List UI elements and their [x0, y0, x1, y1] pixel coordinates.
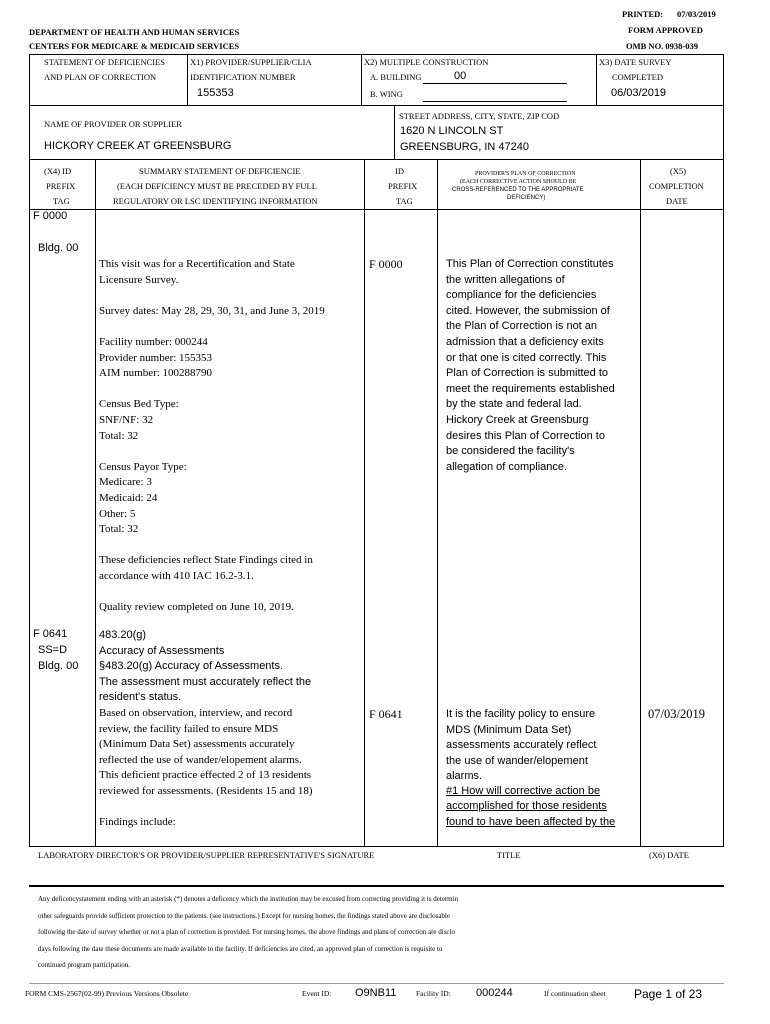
summary-header: SUMMARY STATEMENT OF DEFICIENCIE: [139, 166, 301, 176]
building-value: 00: [454, 70, 467, 82]
rule: [29, 983, 724, 984]
rule: [29, 885, 724, 887]
x4-tag-header: TAG: [53, 196, 70, 206]
rule: [640, 159, 641, 846]
page-number: Page 1 of 23: [634, 987, 703, 1001]
address-street: 1620 N LINCOLN ST: [400, 125, 504, 137]
building-tag: Bldg. 00: [38, 660, 79, 672]
rule: [29, 105, 724, 106]
rule: [29, 846, 724, 847]
poc-question: #1 How will corrective action be: [446, 785, 601, 797]
construction-label: X2) MULTIPLE CONSTRUCTION: [364, 57, 489, 67]
signature-label: LABORATORY DIRECTOR'S OR PROVIDER/SUPPLIER REPRESENTATIVE'S SIGNATURE: [38, 850, 375, 860]
rule: [364, 159, 365, 846]
rule: [29, 54, 724, 55]
omb-number: OMB NO. 0938-039: [626, 41, 699, 51]
facility-id: 000244: [476, 987, 513, 999]
completion-header: COMPLETION: [649, 181, 704, 191]
scope-severity: SS=D: [38, 644, 68, 656]
provider-name-label: NAME OF PROVIDER OR SUPPLIER: [44, 119, 182, 129]
address-city: GREENSBURG, IN 47240: [400, 141, 529, 153]
date-header: DATE: [666, 196, 688, 206]
poc-question-3: found to have been affected by the: [446, 816, 616, 828]
printed-date: 07/03/2019: [677, 9, 716, 19]
provider-id-label-2: IDENTIFICATION NUMBER: [190, 72, 296, 82]
form-approved: FORM APPROVED: [628, 25, 703, 35]
wing-underline: [423, 101, 567, 102]
poc-tag: F 0000: [369, 257, 403, 271]
statement-label: STATEMENT OF DEFICIENCIES: [44, 57, 166, 67]
provider-name: HICKORY CREEK AT GREENSBURG: [44, 140, 232, 152]
completion-date: 07/03/2019: [648, 707, 705, 721]
poc-header-2: (EACH CORRECTIVE ACTION SHOULD BE: [460, 179, 577, 185]
rule: [29, 159, 724, 160]
rule: [95, 159, 96, 846]
summary-header-3: REGULATORY OR LSC IDENTIFYING INFORMATION: [113, 196, 318, 206]
building-tag: Bldg. 00: [38, 242, 79, 254]
completed-label: COMPLETED: [612, 72, 663, 82]
x6-date-label: (X6) DATE: [649, 850, 689, 860]
address-label: STREET ADDRESS, CITY, STATE, ZIP COD: [399, 111, 560, 121]
printed-label: PRINTED:: [622, 9, 664, 19]
survey-summary: This visit was for a Recertification and State Licensure Survey. Survey dates: May 28, 29, 30, 31, and June 3, 2019 Facility number: 000244 Provider number: 155353 AIM number: 100288790 Census Bed Type: SNF/NF: 32 Total: 32 Census Payor Type: Medicare: 3 Medicaid: 24 Other: 5 Total: 32 These deficiencies reflect State Findings cited in accordance with 410 IAC 16.2-3.1. Quality review completed on June 10, 2019.: [99, 258, 325, 614]
rule: [187, 54, 188, 105]
form-id: FORM CMS-2567(02-99) Previous Versions Obsolete: [25, 989, 189, 998]
tag-header: TAG: [396, 196, 413, 206]
building-label: A. BUILDING: [370, 72, 422, 82]
x5-header: (X5): [670, 166, 687, 176]
deficiency-tag: F 0000: [33, 210, 68, 222]
poc-header: PROVIDER'S PLAN OF CORRECTION: [475, 171, 576, 177]
rule: [596, 54, 597, 105]
building-underline: [423, 83, 567, 84]
x4-prefix-header: PREFIX: [46, 181, 76, 191]
prefix-header: PREFIX: [388, 181, 418, 191]
provider-id-label: X1) PROVIDER/SUPPLIER/CLIA: [190, 57, 312, 67]
date-survey-label: X3) DATE SURVEY: [599, 57, 672, 67]
deficiency-tag: F 0641: [33, 628, 68, 640]
facility-id-label: Facility ID:: [416, 989, 451, 998]
wing-label: B. WING: [370, 89, 403, 99]
rule: [29, 54, 30, 846]
statement-label-2: AND PLAN OF CORRECTION: [44, 72, 157, 82]
poc-tag: F 0641: [369, 707, 403, 721]
poc-header-3: CROSS-REFERENCED TO THE APPROPRIATE: [452, 187, 584, 193]
poc-text: It is the facility policy to ensure MDS (Minimum Data Set) assessments accurately reflect the use of wander/elopement alarms.: [446, 708, 597, 783]
finding-text: Based on observation, interview, and record review, the facility failed to ensure MDS (Minimum Data Set) assessments accurately reflected the use of wander/elopement alarms. This deficient practice effected 2 of 13 residents reviewed for assessments. (Residents 15 and 18) Findings include:: [99, 707, 313, 829]
poc-header-4: DEFICIENCY): [507, 195, 546, 201]
id-header: ID: [395, 166, 404, 176]
x4-id-header: (X4) ID: [44, 166, 72, 176]
event-id: O9NB11: [355, 987, 397, 999]
provider-number: 155353: [197, 87, 234, 99]
date-completed: 06/03/2019: [611, 87, 667, 99]
rule: [723, 54, 724, 846]
title-label: TITLE: [497, 850, 521, 860]
event-id-label: Event ID:: [302, 989, 332, 998]
department-name: DEPARTMENT OF HEALTH AND HUMAN SERVICES: [29, 27, 240, 37]
rule: [29, 209, 724, 210]
continuation-label: If continuation sheet: [544, 989, 606, 998]
poc-question-2: accomplished for those residents: [446, 800, 607, 812]
rule: [437, 159, 438, 846]
rule: [361, 54, 362, 105]
rule: [394, 105, 395, 159]
poc-text: This Plan of Correction constitutes the written allegations of compliance for the deficiencies cited. However, the submission of the Plan of Correction is not an admission that a deficiency exits or that one is cited correctly. This Plan of Correction is submitted to meet the requirements established by the state and federal lad. Hickory Creek at Greensburg desires this Plan of Correction to be considered the facility's allegation of compliance.: [446, 258, 615, 473]
agency-name: CENTERS FOR MEDICARE & MEDICAID SERVICES: [29, 41, 240, 51]
regulation-text: 483.20(g) Accuracy of Assessments §483.20(g) Accuracy of Assessments. The assessment must accurately reflect the resident's status.: [99, 629, 312, 704]
disclaimer: Any deficencystatement ending with an asterisk (*) denotes a deficency which the institution may be excused from correcting providing it is determin other safeguards provide sufficient protection to the patients. (see instructions.) Except for nursing homes, the findings stated above are disclosable following the date of survey whether or not a plan of correction is provided. For nursing homes, the above findings and plans of correction are disclo days following the date these documents are made available to the facility. If deficiencies are cited, an approved plan of correction is requisite to continued program participation.: [38, 895, 459, 970]
summary-header-2: (EACH DEFICIENCY MUST BE PRECEDED BY FULL: [117, 181, 317, 191]
